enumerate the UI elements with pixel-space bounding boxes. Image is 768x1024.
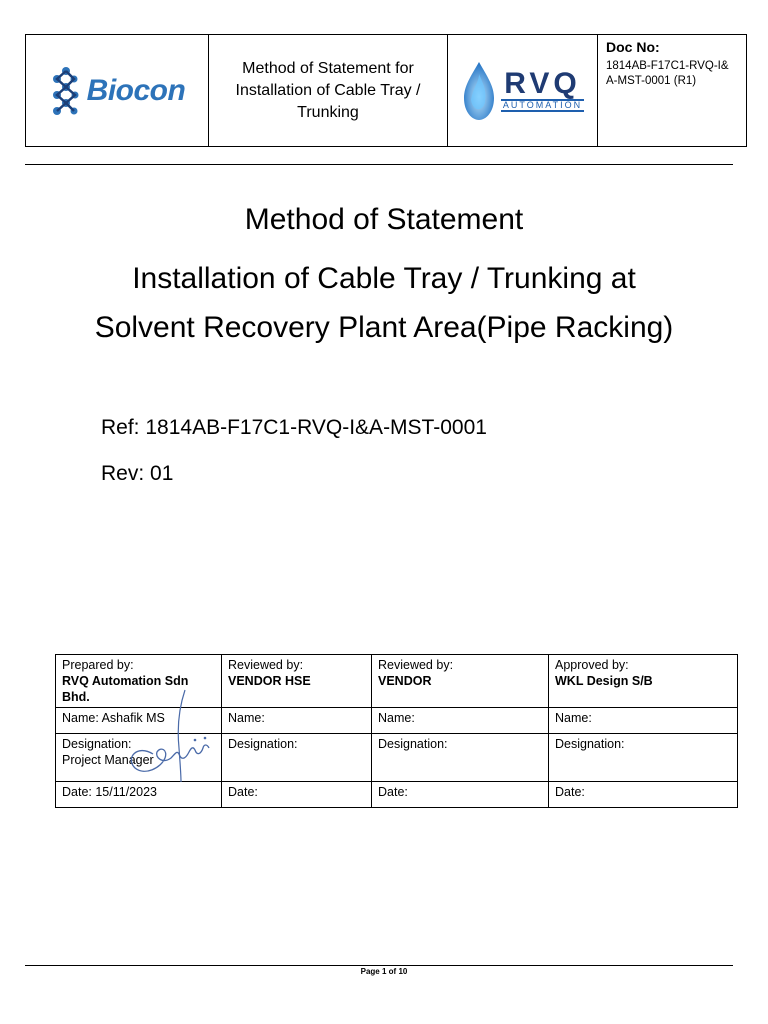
- reviewed1-designation: Designation:: [222, 734, 372, 782]
- prepared-designation-label: Designation:: [62, 737, 132, 751]
- ref-number: Ref: 1814AB-F17C1-RVQ-I&A-MST-0001: [101, 416, 487, 439]
- biocon-logo: [49, 66, 186, 116]
- rvq-logo-icon: [461, 60, 497, 122]
- signature-icon: [115, 688, 215, 784]
- signoff-row-date: [56, 782, 738, 808]
- revision-number: Rev: 01: [101, 462, 174, 485]
- reviewed1-name: Name:: [222, 708, 372, 734]
- approved-name: Name:: [549, 708, 738, 734]
- reviewed1-cell: [222, 655, 372, 708]
- reviewed1-label: Reviewed by:: [228, 658, 304, 672]
- rvq-wordmark-sub: AUTOMATION: [502, 100, 583, 110]
- page-footer: [0, 967, 768, 976]
- reviewed1-date: Date:: [222, 782, 372, 808]
- prepared-label: Prepared by:: [62, 658, 134, 672]
- document-header: [25, 34, 747, 147]
- approved-designation: Designation:: [549, 734, 738, 782]
- reviewed2-date: Date:: [372, 782, 549, 808]
- approved-cell: [549, 655, 738, 708]
- prepared-org: RVQ Automation Sdn Bhd.: [62, 674, 189, 704]
- biocon-logo-icon: [49, 66, 83, 116]
- prepared-designation: Project Manager: [62, 753, 154, 767]
- approved-label: Approved by:: [555, 658, 629, 672]
- doc-title-line1: Method of Statement: [244, 203, 524, 236]
- doc-no-cell: [598, 35, 746, 146]
- prepared-date: Date: 15/11/2023: [56, 782, 222, 808]
- reviewed2-org: VENDOR: [378, 674, 432, 688]
- footer-of-word: of: [388, 967, 397, 976]
- approved-org: WKL Design S/B: [555, 674, 653, 688]
- header-divider: [25, 164, 733, 165]
- doc-title-line3: Solvent Recovery Plant Area(Pipe Racking): [94, 311, 674, 344]
- footer-page-num: 1: [381, 967, 387, 976]
- biocon-logo-cell: [26, 35, 209, 146]
- doc-no-label: Doc No:: [606, 39, 660, 55]
- reviewed2-designation: Designation:: [372, 734, 549, 782]
- biocon-wordmark: Biocon: [86, 73, 186, 107]
- approved-date: Date:: [549, 782, 738, 808]
- rvq-wordmark: [501, 69, 584, 112]
- rvq-logo-cell: [448, 35, 598, 146]
- reviewed2-name: Name:: [372, 708, 549, 734]
- rvq-logo: [461, 60, 584, 122]
- header-title: Method of Statement for Installation of Cable Tray / Trunking: [209, 35, 448, 146]
- reviewed2-label: Reviewed by:: [378, 658, 454, 672]
- footer-divider: [25, 965, 733, 966]
- reviewed1-org: VENDOR HSE: [228, 674, 311, 688]
- footer-page-total: 10: [398, 967, 408, 976]
- doc-no-value: 1814AB-F17C1-RVQ-I&A-MST-0001 (R1): [606, 60, 729, 87]
- reviewed2-cell: [372, 655, 549, 708]
- doc-title-line2: Installation of Cable Tray / Trunking at: [132, 262, 636, 295]
- rvq-wordmark-main: RVQ: [504, 67, 581, 100]
- footer-page-word: Page: [360, 967, 380, 976]
- prepared-name: Name: Ashafik MS: [56, 708, 222, 734]
